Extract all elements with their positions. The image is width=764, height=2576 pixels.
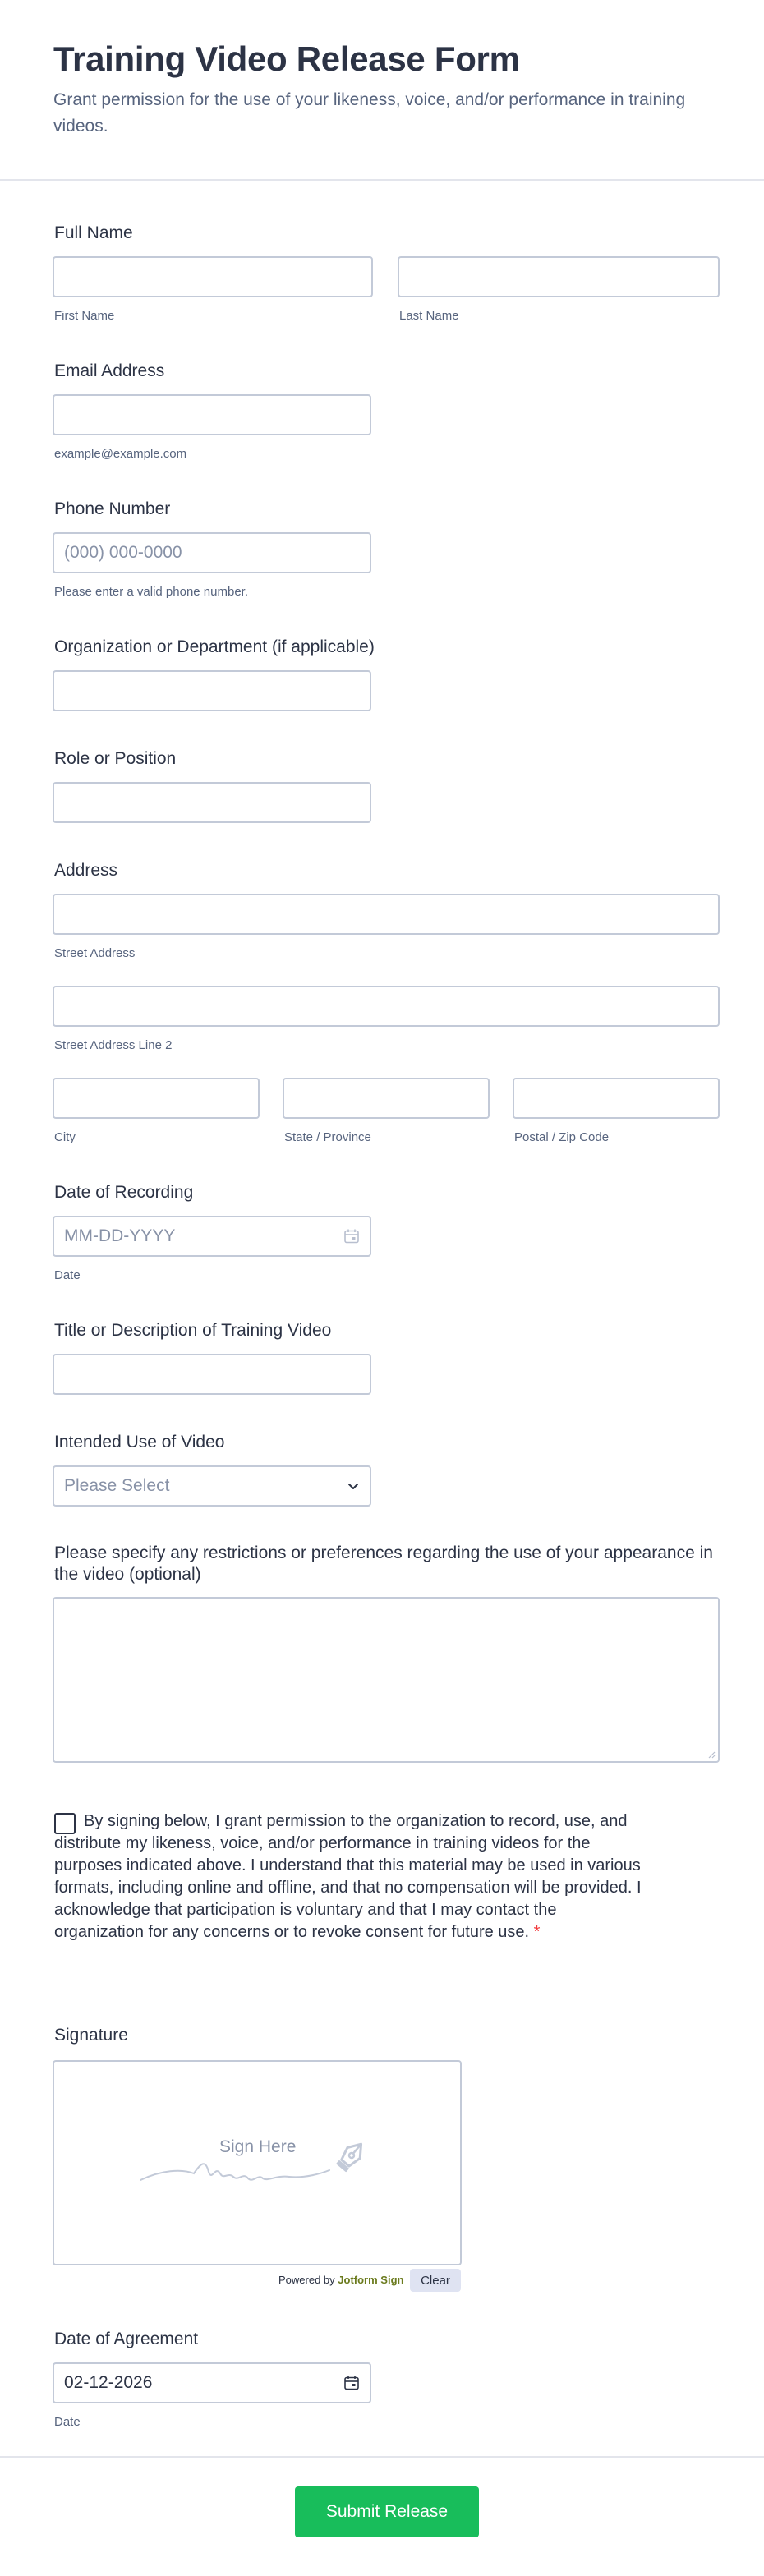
role-label: Role or Position — [54, 749, 177, 768]
zip-input[interactable] — [513, 1078, 720, 1119]
footer-divider — [0, 2456, 764, 2458]
email-input[interactable] — [53, 394, 371, 435]
city-sublabel: City — [54, 1130, 76, 1144]
last-name-sublabel: Last Name — [399, 309, 459, 323]
full-name-label: Full Name — [54, 223, 133, 242]
intended-use-select[interactable] — [53, 1465, 371, 1506]
signature-label: Signature — [54, 2026, 128, 2045]
phone-placeholder: (000) 000-0000 — [64, 543, 182, 562]
street-address-line2-input[interactable] — [53, 986, 720, 1027]
phone-sublabel: Please enter a valid phone number. — [54, 585, 248, 599]
consent-text — [54, 1810, 646, 1944]
resize-handle-icon[interactable] — [707, 1750, 716, 1759]
calendar-icon[interactable] — [343, 2375, 360, 2391]
consent-statement: By signing below, I grant permission to the organization to record, use, and distribute my likeness, voice, and/or performance in training videos for the purposes indicated above. I understand that this material may be used in various formats, including online and offline, and that no compensation will be provided. I acknowledge that participation is voluntary and that I may contact the organization for any concerns or to revoke consent for future use. — [54, 1812, 642, 1941]
email-sublabel: example@example.com — [54, 447, 187, 461]
address-label: Address — [54, 861, 118, 880]
submit-button[interactable]: Submit Release — [295, 2486, 479, 2537]
agreement-date-label: Date of Agreement — [54, 2330, 199, 2348]
recording-date-placeholder: MM-DD-YYYY — [64, 1226, 176, 1245]
chevron-down-icon — [347, 1479, 360, 1493]
signature-pad[interactable] — [53, 2060, 462, 2266]
last-name-input[interactable] — [398, 256, 720, 297]
clear-signature-button[interactable]: Clear — [410, 2269, 461, 2292]
recording-date-input[interactable] — [53, 1216, 371, 1257]
street-address-line2-sublabel: Street Address Line 2 — [54, 1038, 173, 1052]
state-sublabel: State / Province — [284, 1130, 371, 1144]
video-title-label: Title or Description of Training Video — [54, 1321, 332, 1340]
agreement-date-value: 02-12-2026 — [64, 2373, 153, 2392]
first-name-sublabel: First Name — [54, 309, 115, 323]
state-input[interactable] — [283, 1078, 490, 1119]
restrictions-label: Please specify any restrictions or preferences regarding the use of your appearance in the video (optional) — [54, 1543, 713, 1584]
street-address-sublabel: Street Address — [54, 946, 136, 960]
form-subtitle: Grant permission for the use of your likeness, voice, and/or performance in training videos. — [53, 90, 686, 136]
form-title: Training Video Release Form — [53, 39, 520, 78]
powered-brand-link[interactable]: Jotform Sign — [338, 2274, 404, 2286]
role-input[interactable] — [53, 782, 371, 823]
zip-sublabel: Postal / Zip Code — [514, 1130, 610, 1144]
intended-use-label: Intended Use of Video — [54, 1433, 225, 1451]
recording-date-sublabel: Date — [54, 1268, 81, 1282]
powered-by-text — [278, 2274, 403, 2286]
recording-date-label: Date of Recording — [54, 1183, 194, 1202]
signature-placeholder: Sign Here — [219, 2137, 297, 2156]
email-label: Email Address — [54, 361, 165, 380]
video-title-input[interactable] — [53, 1354, 371, 1395]
street-address-input[interactable] — [53, 894, 720, 935]
city-input[interactable] — [53, 1078, 260, 1119]
agreement-date-input[interactable] — [53, 2362, 371, 2404]
organization-input[interactable] — [53, 670, 371, 711]
pen-nib-icon — [332, 2137, 371, 2174]
phone-input[interactable] — [53, 532, 371, 573]
first-name-input[interactable] — [53, 256, 373, 297]
organization-label: Organization or Department (if applicable) — [54, 637, 375, 656]
intended-use-selected: Please Select — [64, 1476, 170, 1495]
required-mark: * — [533, 1923, 541, 1941]
calendar-icon[interactable] — [343, 1228, 360, 1244]
restrictions-textarea[interactable] — [53, 1597, 720, 1763]
form-header — [0, 0, 764, 181]
agreement-date-sublabel: Date — [54, 2415, 81, 2429]
phone-label: Phone Number — [54, 499, 171, 518]
powered-prefix: Powered by — [278, 2274, 335, 2286]
